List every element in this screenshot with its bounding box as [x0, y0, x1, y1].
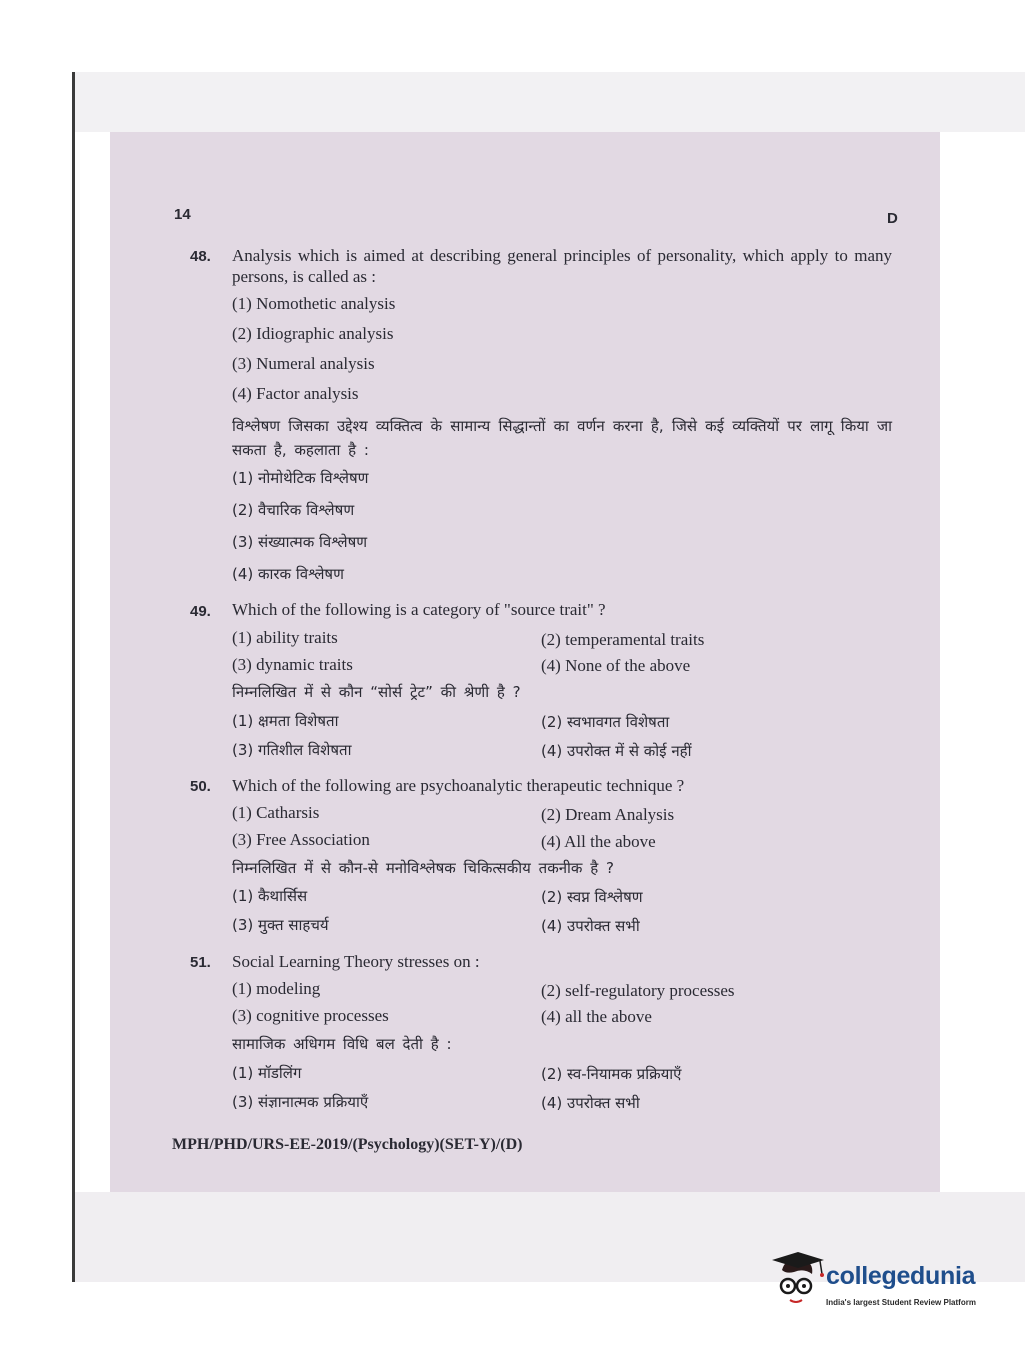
question-text-hi: विश्लेषण जिसका उद्देश्य व्यक्तित्व के सामान्य सिद्धान्तों का वर्णन करना है, जिसे कई व्यक्तियों पर लागू किया जा सकता है, कहलाता है :	[232, 417, 892, 459]
option-hi: (2) स्वभावगत विशेषता	[541, 713, 670, 731]
question-number: 49.	[190, 603, 211, 620]
option-en: (3) Numeral analysis	[232, 354, 375, 373]
question-text-hi: निम्नलिखित में से कौन “सोर्स ट्रेट” की श्रेणी है ?	[232, 683, 521, 701]
option-en: (2) self-regulatory processes	[541, 981, 735, 1000]
option-hi: (4) उपरोक्त में से कोई नहीं	[541, 742, 692, 760]
option-hi: (1) मॉडलिंग	[232, 1064, 302, 1082]
collegedunia-logo-icon	[768, 1250, 828, 1310]
option-hi: (4) कारक विश्लेषण	[232, 565, 344, 583]
watermark-brand-name: collegedunia	[826, 1262, 976, 1290]
question-number: 50.	[190, 778, 211, 795]
option-en: (4) all the above	[541, 1007, 652, 1026]
question-number: 48.	[190, 248, 211, 265]
question-text-en: Social Learning Theory stresses on :	[232, 952, 480, 971]
question-text-en: Analysis which is aimed at describing general principles of personality, which apply to many persons, is called as :	[232, 246, 892, 286]
option-en: (2) Idiographic analysis	[232, 324, 394, 343]
scan-edge-line	[72, 72, 75, 1282]
watermark-tagline: India's largest Student Review Platform	[826, 1298, 976, 1307]
option-hi: (1) कैथार्सिस	[232, 887, 308, 905]
option-en: (1) modeling	[232, 979, 321, 998]
question-text-en: Which of the following are psychoanalytic therapeutic technique ?	[232, 776, 685, 795]
option-en: (1) Catharsis	[232, 803, 320, 822]
option-hi: (3) गतिशील विशेषता	[232, 741, 352, 759]
option-hi: (3) संख्यात्मक विश्लेषण	[232, 533, 368, 551]
option-en: (4) None of the above	[541, 656, 691, 675]
option-hi: (2) स्व-नियामक प्रक्रियाएँ	[541, 1065, 682, 1083]
option-hi: (3) संज्ञानात्मक प्रक्रियाएँ	[232, 1093, 369, 1111]
option-en: (4) All the above	[541, 832, 656, 851]
option-hi: (2) वैचारिक विश्लेषण	[232, 501, 355, 519]
set-code: D	[887, 210, 898, 227]
option-en: (4) Factor analysis	[232, 384, 359, 403]
option-en: (3) dynamic traits	[232, 655, 353, 674]
option-en: (1) Nomothetic analysis	[232, 294, 396, 313]
question-text-en: Which of the following is a category of "source trait" ?	[232, 600, 606, 619]
question-text-hi: निम्नलिखित में से कौन-से मनोविश्लेषक चिकित्सकीय तकनीक है ?	[232, 859, 614, 877]
page-number: 14	[174, 206, 191, 223]
option-hi: (2) स्वप्न विश्लेषण	[541, 888, 643, 906]
option-en: (3) Free Association	[232, 830, 370, 849]
option-en: (1) ability traits	[232, 628, 338, 647]
option-en: (2) temperamental traits	[541, 630, 705, 649]
option-en: (2) Dream Analysis	[541, 805, 675, 824]
option-hi: (4) उपरोक्त सभी	[541, 1094, 640, 1112]
option-en: (3) cognitive processes	[232, 1006, 389, 1025]
scan-top-margin	[75, 72, 1025, 132]
option-hi: (1) नोमोथेटिक विश्लेषण	[232, 469, 369, 487]
option-hi: (3) मुक्त साहचर्य	[232, 916, 329, 934]
option-hi: (4) उपरोक्त सभी	[541, 917, 640, 935]
question-text-hi: सामाजिक अधिगम विधि बल देती है :	[232, 1035, 452, 1053]
option-hi: (1) क्षमता विशेषता	[232, 712, 339, 730]
question-number: 51.	[190, 954, 211, 971]
paper-footer-code: MPH/PHD/URS-EE-2019/(Psychology)(SET-Y)/(D)	[172, 1136, 523, 1153]
